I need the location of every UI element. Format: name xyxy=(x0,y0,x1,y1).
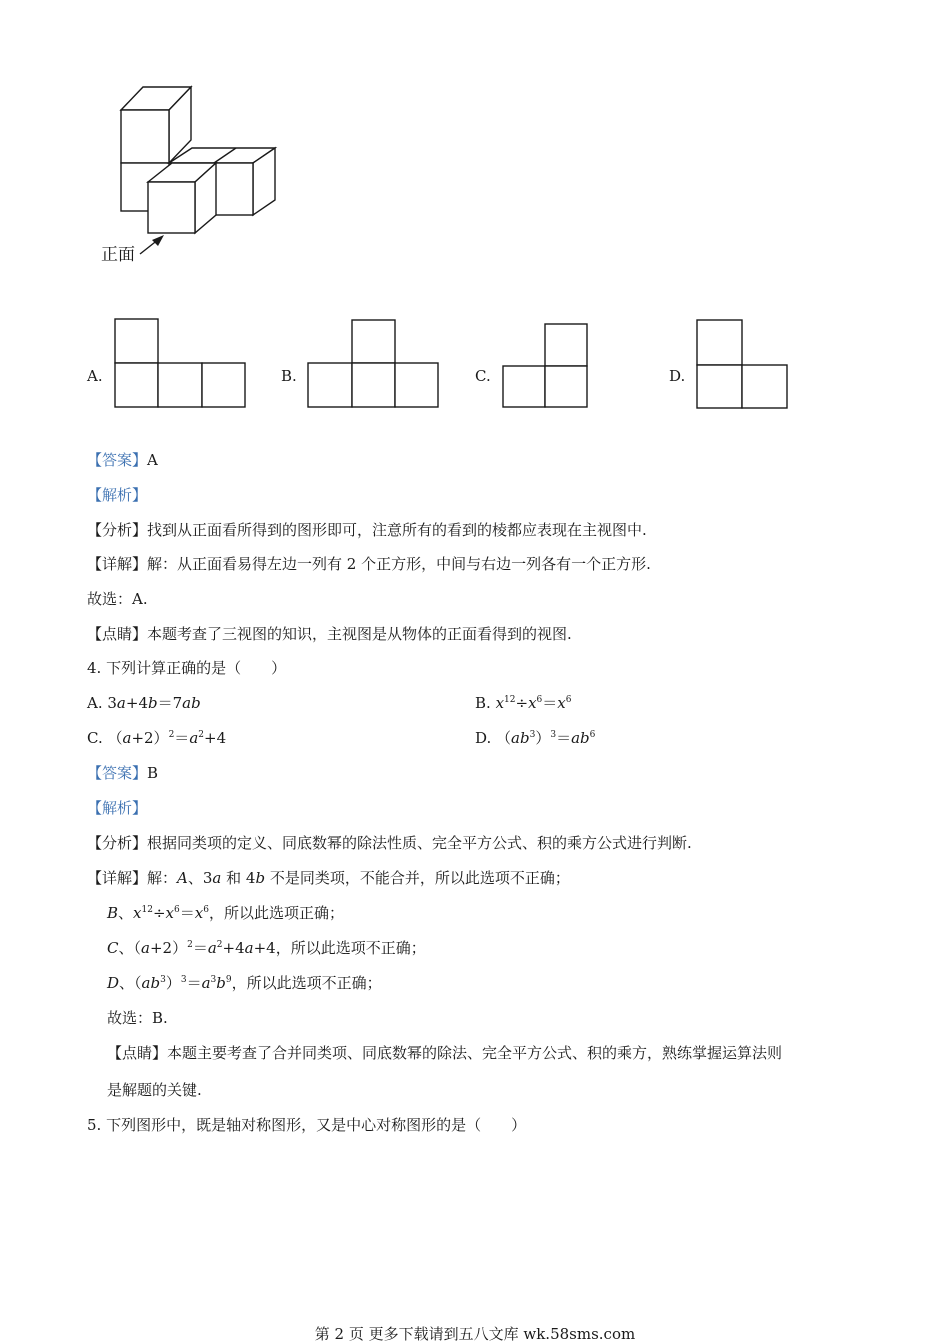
q3-analysis-tag: 【解析】 xyxy=(87,486,148,504)
xiangjie-tag: 【详解】 xyxy=(87,555,148,573)
option-a-label: A. xyxy=(87,367,103,385)
q4-stem: 4. 下列计算正确的是（ ） xyxy=(87,659,287,677)
fenxi-tag: 【分析】 xyxy=(87,521,148,539)
page-footer: 第 2 页 更多下载请到五八文库 wk.58sms.com xyxy=(314,1325,636,1343)
q4-option-a: A. 3a+4b＝7ab xyxy=(87,694,201,712)
option-b-label: B. xyxy=(281,367,297,385)
q4-option-d: D. $(ab^3)^3=ab^6$ xyxy=(475,729,596,747)
q3-fenxi xyxy=(87,520,647,540)
option-d-label: D. xyxy=(669,367,686,385)
xiangjie-d-tail: ，所以此选项不正确； xyxy=(231,974,382,992)
dianjing-text: 本题考查了三视图的知识，主视图是从物体的正面看得到的视图. xyxy=(147,625,572,643)
dianjing-text-1: 本题主要考查了合并同类项、同底数幂的除法、完全平方公式、积的乘方，熟练掌握运算法则 xyxy=(167,1044,783,1062)
q4-xiangjie-b: B、$x^{12}\div x^6=x^6$，所以此选项正确； xyxy=(107,904,344,922)
q4-xiangjie-c: C、$(a+2)^2=a^2+4a+4$，所以此选项不正确； xyxy=(107,939,426,957)
q4-analysis-tag: 【解析】 xyxy=(87,799,148,817)
fenxi-text: 根据同类项的定义、同底数幂的除法性质、完全平方公式、积的乘方公式进行判断. xyxy=(147,834,692,852)
xiangjie-c-tail: ，所以此选项不正确； xyxy=(275,939,426,957)
answer-tag: 【答案】 xyxy=(87,764,148,782)
q3-guxuan: 故选：A. xyxy=(87,590,148,608)
answer-tag: 【答案】 xyxy=(87,451,148,469)
q4-dianjing-cont: 是解题的关键. xyxy=(107,1081,202,1099)
fenxi-text: 找到从正面看所得到的图形即可，注意所有的看到的棱都应表现在主视图中. xyxy=(147,521,647,539)
xiangjie-text: 解：从正面看易得左边一列有 2 个正方形，中间与右边一列各有一个正方形. xyxy=(147,555,651,573)
q3-dianjing xyxy=(87,624,572,644)
q4-option-c: C. $(a+2)^2=a^2+4$ xyxy=(87,729,227,747)
dianjing-tag: 【点睛】 xyxy=(87,625,148,643)
option-d-figure xyxy=(0,0,950,420)
answer-value: B xyxy=(147,764,159,782)
q4-xiangjie-a: 【详解】解：A、3a 和 4b 不是同类项，不能合并，所以此选项不正确； xyxy=(87,869,570,887)
q4-guxuan: 故选：B. xyxy=(107,1009,168,1027)
dianjing-tag: 【点睛】 xyxy=(107,1044,168,1062)
xiangjie-pre: 解： xyxy=(147,869,178,887)
xiangjie-b-tail: ，所以此选项正确； xyxy=(208,904,344,922)
q4-xiangjie-d: D、$(ab^3)^3=a^3b^9$，所以此选项不正确； xyxy=(107,974,382,992)
option-c-label: C. xyxy=(475,367,491,385)
q4-answer xyxy=(87,763,158,783)
q4-dianjing xyxy=(107,1043,782,1063)
front-label: 正面 xyxy=(101,245,135,265)
fenxi-tag: 【分析】 xyxy=(87,834,148,852)
q3-answer xyxy=(87,450,158,470)
answer-value: A xyxy=(147,451,158,469)
xiangjie-a-tail: 不是同类项，不能合并，所以此选项不正确； xyxy=(269,869,570,887)
xiangjie-tag: 【详解】 xyxy=(87,869,148,887)
q5-stem: 5. 下列图形中，既是轴对称图形，又是中心对称图形的是（ ） xyxy=(87,1116,527,1134)
q3-xiangjie xyxy=(87,554,651,574)
q4-fenxi xyxy=(87,833,692,853)
q4-option-b: B. $x^{12}\div x^6=x^6$ xyxy=(475,694,572,712)
